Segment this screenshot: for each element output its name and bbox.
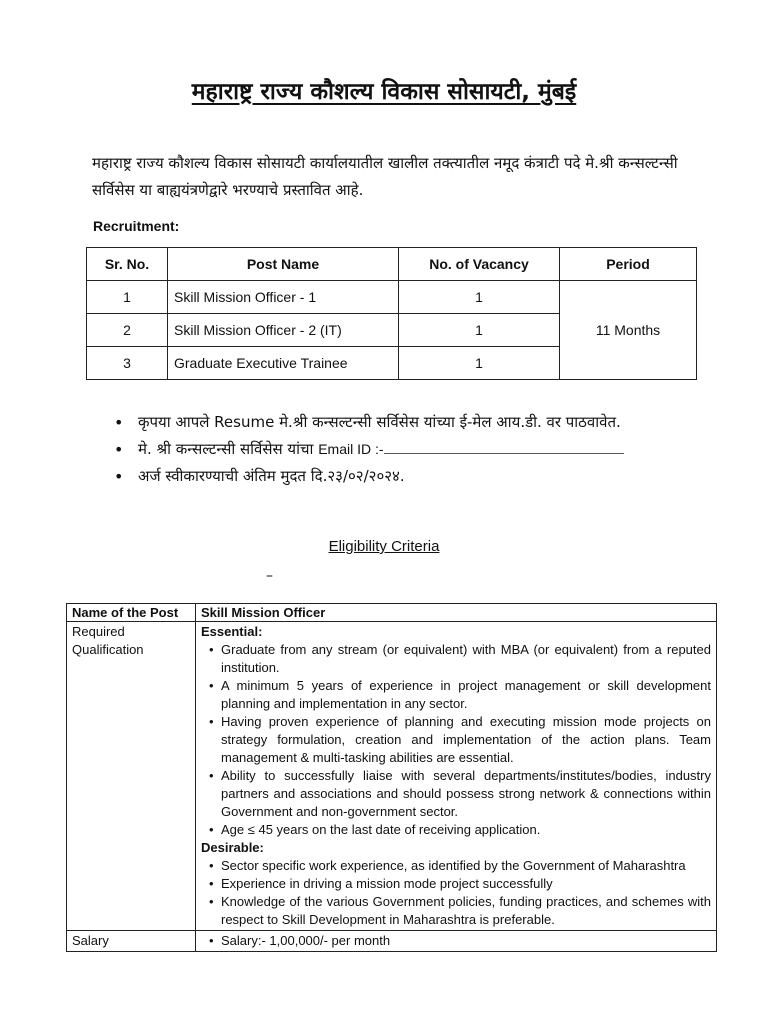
table-row <box>67 622 717 931</box>
list-item <box>112 464 712 489</box>
desirable-label: Desirable: <box>201 840 264 855</box>
list-item: • Graduate from any stream (or equivalent) with MBA (or equivalent) from a reputed institution. <box>201 641 711 677</box>
essential-list <box>201 641 711 839</box>
list-item: • Knowledge of the various Government policies, funding practices, and schemes with respect to Skill Development in Maharashtra is preferable. <box>201 893 711 929</box>
recruitment-table <box>86 247 697 380</box>
table-header-row <box>87 248 697 281</box>
period: 11 Months <box>560 281 697 380</box>
list-item: • Age ≤ 45 years on the last date of receiving application. <box>201 821 711 839</box>
table-row <box>67 931 717 952</box>
email-blank-line <box>384 439 624 454</box>
header-post-value: Skill Mission Officer <box>196 604 717 622</box>
recruitment-label: Recruitment: <box>93 218 180 234</box>
vacancy: 1 <box>399 281 560 314</box>
page-title: महाराष्ट्र राज्य कौशल्य विकास सोसायटी, मुंबई <box>191 79 577 105</box>
header-post-label: Name of the Post <box>67 604 196 622</box>
resume-note: कृपया आपले Resume मे.श्री कन्सल्टन्सी सर्विसेस यांच्या ई-मेल आय.डी. वर पाठवावेत. <box>138 413 621 431</box>
list-item: • Experience in driving a mission mode project successfully <box>201 875 711 893</box>
email-prefix: मे. श्री कन्सल्टन्सी सर्विसेस यांचा <box>138 440 314 458</box>
list-item <box>112 437 712 462</box>
eligibility-table <box>66 603 717 952</box>
deadline-note: अर्ज स्वीकारण्याची अंतिम मुदत दि.२३/०२/२०२४. <box>138 467 405 485</box>
qualification-cell <box>196 622 717 931</box>
post-name: Skill Mission Officer - 1 <box>168 281 399 314</box>
salary-label: Salary <box>67 931 196 952</box>
list-item <box>112 410 712 435</box>
dash-mark: – <box>266 568 273 584</box>
essential-label: Essential: <box>201 624 263 639</box>
header-sr-no: Sr. No. <box>87 248 168 281</box>
qualification-label: Required Qualification <box>67 622 196 931</box>
eligibility-heading: Eligibility Criteria <box>328 538 440 555</box>
sr-no: 2 <box>87 314 168 347</box>
sr-no: 3 <box>87 347 168 380</box>
intro-paragraph: महाराष्ट्र राज्य कौशल्य विकास सोसायटी कार्यालयातील खालील तक्त्यातील नमूद कंत्राटी पदे मे.श्री कन्सल्टन्सी सर्विसेस या बाह्ययंत्रणेद्वारे भरण्याचे प्रस्तावित आहे. <box>92 154 678 199</box>
desirable-list <box>201 857 711 929</box>
list-item: • A minimum 5 years of experience in project management or skill development planning and implementation in any sector. <box>201 677 711 713</box>
list-item: • Sector specific work experience, as identified by the Government of Maharashtra <box>201 857 711 875</box>
salary-value: • Salary:- 1,00,000/- per month <box>201 932 711 950</box>
header-post-name: Post Name <box>168 248 399 281</box>
post-name: Skill Mission Officer - 2 (IT) <box>168 314 399 347</box>
list-item: • Ability to successfully liaise with several departments/institutes/bodies, industry partners and associations and should possess strong network & connections within Government and non-government sector. <box>201 767 711 821</box>
instructions-list <box>112 410 712 491</box>
table-row <box>87 281 697 314</box>
post-name: Graduate Executive Trainee <box>168 347 399 380</box>
list-item: • Having proven experience of planning and executing mission mode projects on strategy formulation, creation and implementation of the action plans. Team management & multi-tasking abilities are essential. <box>201 713 711 767</box>
sr-no: 1 <box>87 281 168 314</box>
email-label: Email ID :- <box>318 441 384 457</box>
table-header-row <box>67 604 717 622</box>
vacancy: 1 <box>399 314 560 347</box>
vacancy: 1 <box>399 347 560 380</box>
header-vacancy: No. of Vacancy <box>399 248 560 281</box>
header-period: Period <box>560 248 697 281</box>
salary-cell <box>196 931 717 952</box>
